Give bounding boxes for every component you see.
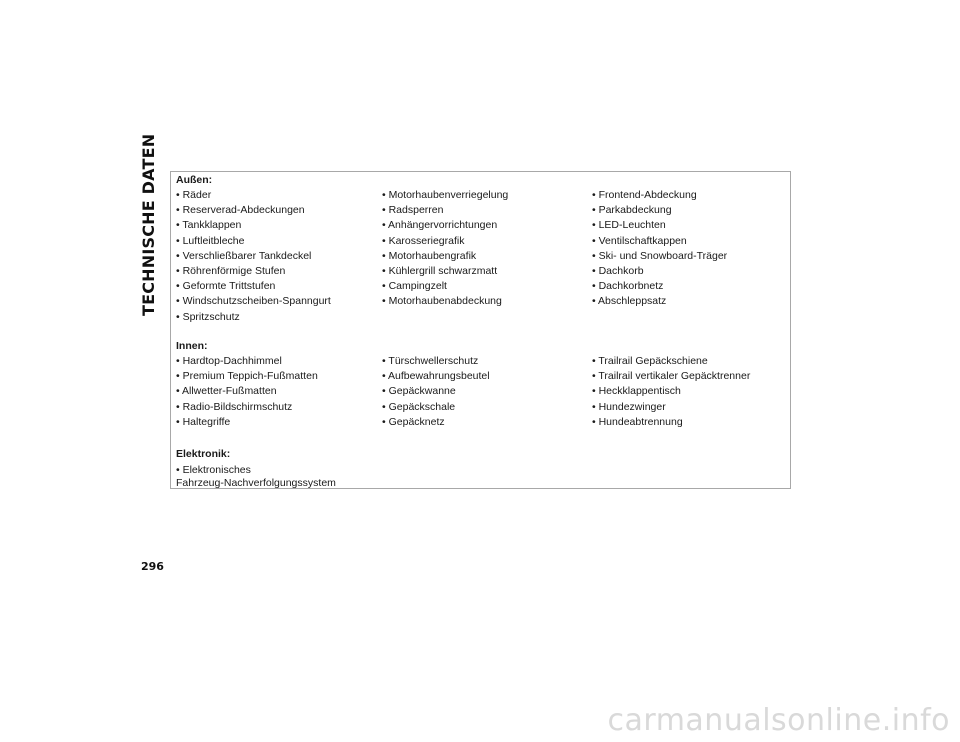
list-item: • Gepäcknetz <box>382 415 445 428</box>
list-item: • Heckklappentisch <box>592 385 681 398</box>
list-item: • Hundezwinger <box>592 400 666 413</box>
list-item: • Campingzelt <box>382 280 447 293</box>
table-row <box>176 400 786 415</box>
list-item: • Hardtop-Dachhimmel <box>176 355 282 367</box>
list-item: • Reserverad-Abdeckungen <box>176 204 305 217</box>
table-row <box>176 369 786 384</box>
list-item: • Räder <box>176 189 212 201</box>
list-item: • Radio-Bildschirmschutz <box>176 400 293 413</box>
list-item: • Premium Teppich-Fußmatten <box>176 370 318 383</box>
list-item: • Abschleppsatz <box>592 295 667 308</box>
watermark-text: carmanualsonline.info <box>607 703 950 738</box>
table-row <box>176 234 786 249</box>
table-row <box>176 264 786 279</box>
list-item: • Tankklappen <box>176 219 242 232</box>
list-item: • Türschwellerschutz <box>382 355 479 367</box>
table-row <box>176 188 786 203</box>
list-item: • Gepäckwanne <box>382 385 456 398</box>
list-item: • Röhrenförmige Stufen <box>176 265 286 277</box>
list-item: • Allwetter-Fußmatten <box>176 385 277 398</box>
list-item: • Trailrail Gepäckschiene <box>592 355 708 367</box>
list-item: • Verschließbarer Tankdeckel <box>176 249 312 262</box>
list-item: • Gepäckschale <box>382 400 456 413</box>
list-item: • Haltegriffe <box>176 415 231 428</box>
electronics-item: • Elektronisches Fahrzeug-Nachverfolgungssystem <box>176 464 336 489</box>
list-item: • Motorhaubenabdeckung <box>382 295 502 308</box>
list-item: • Aufbewahrungsbeutel <box>382 370 490 383</box>
list-item: • Motorhaubengrafik <box>382 249 477 262</box>
page-number: 296 <box>141 560 164 573</box>
table-row <box>176 415 786 430</box>
exterior-heading: Außen: <box>176 174 213 186</box>
list-item: • Frontend-Abdeckung <box>592 189 697 201</box>
interior-heading: Innen: <box>176 340 208 352</box>
electronics-heading: Elektronik: <box>176 448 231 460</box>
list-item: • Parkabdeckung <box>592 204 672 217</box>
list-item: • Radsperren <box>382 204 444 217</box>
list-item: • Trailrail vertikaler Gepäcktrenner <box>592 370 751 383</box>
table-row <box>176 310 786 325</box>
list-item: • Ventilschaftkappen <box>592 234 687 247</box>
table-row <box>176 384 786 399</box>
list-item: • Dachkorb <box>592 265 644 277</box>
table-row <box>176 354 786 369</box>
table-row <box>176 249 786 264</box>
list-item: • Anhängervorrichtungen <box>382 219 498 232</box>
list-item: • Kühlergrill schwarzmatt <box>382 265 498 277</box>
list-item: • Hundeabtrennung <box>592 415 683 428</box>
list-item: • LED-Leuchten <box>592 219 666 232</box>
table-row <box>176 279 786 294</box>
accessories-table <box>170 171 791 489</box>
list-item: • Motorhaubenverriegelung <box>382 189 509 201</box>
list-item: • Geformte Trittstufen <box>176 280 276 293</box>
list-item: • Dachkorbnetz <box>592 280 664 293</box>
table-row <box>176 203 786 218</box>
list-item: • Ski- und Snowboard-Träger <box>592 249 728 262</box>
list-item: • Windschutzscheiben-Spanngurt <box>176 295 331 308</box>
page-title: TECHNISCHE DATEN <box>139 133 158 316</box>
list-item: • Luftleitbleche <box>176 234 245 247</box>
list-item: • Spritzschutz <box>176 310 240 323</box>
list-item: • Karosseriegrafik <box>382 234 465 247</box>
table-row <box>176 294 786 309</box>
table-row <box>176 218 786 233</box>
